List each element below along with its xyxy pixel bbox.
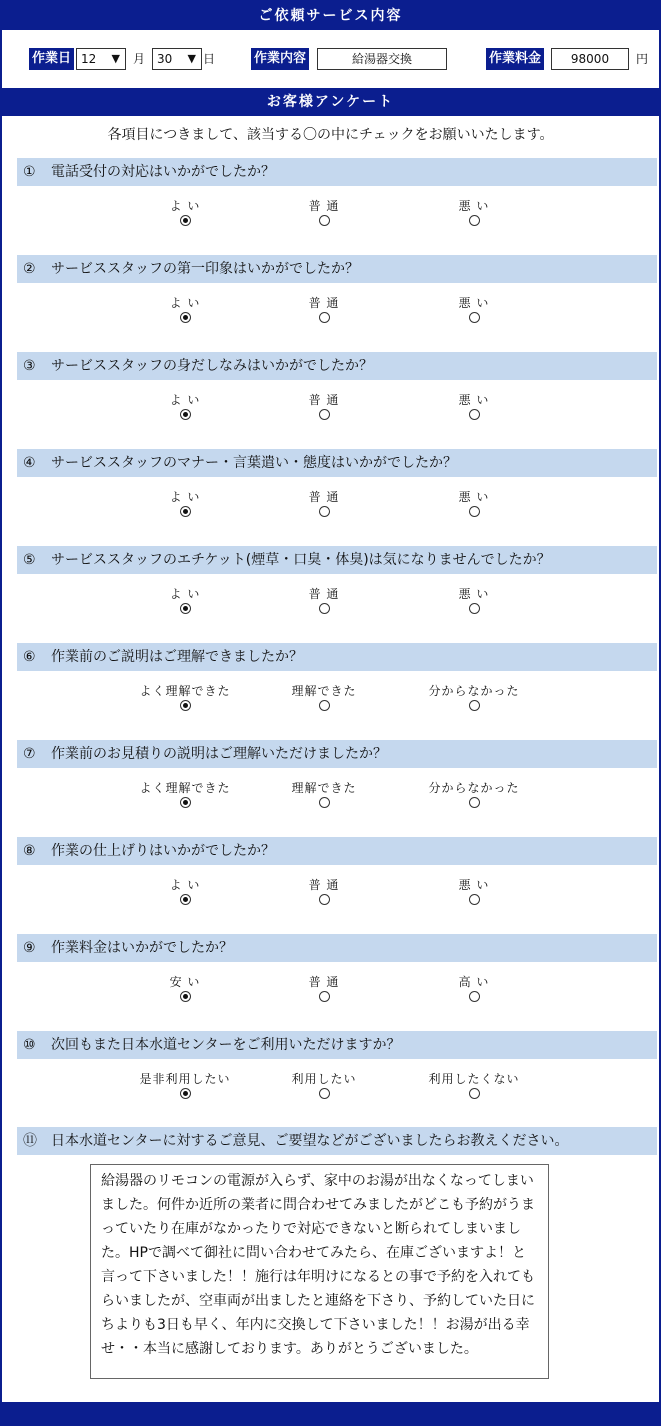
question-8 [17, 837, 657, 865]
option-label: よく理解できた [139, 684, 231, 698]
comment-box[interactable]: 給湯器のリモコンの電源が入らず、家中のお湯が出なくなってしまいました。何件か近所の業者に問合わせてみましたがどこも予約がうまっていたり在庫がなかったりで対応できないと断られてしまいました。HPで調べて御社に問い合わせてみたら、在庫ございますよ！と言って下さいました！！施行は年明けになるとの事で予約を入れてもらいましたが、空車両が出ましたと連絡を下さり、予約していた日にちよりも3日も早く、年内に交換して下さいました！！お湯が出る幸せ・・本当に感謝しております。ありがとうございました。 [90, 1164, 549, 1379]
month-unit: 月 [133, 52, 146, 66]
option-label: 悪 い [458, 296, 490, 310]
option-label: よ い [169, 199, 201, 213]
answer-option [125, 877, 245, 908]
question-4 [17, 449, 657, 477]
radio-button[interactable] [469, 506, 480, 517]
survey-intro: 各項目につきまして、該当する〇の中にチェックをお願いいたします。 [107, 127, 554, 143]
question-text: サービススタッフのエチケット(煙草・口臭・体臭)は気になりませんでしたか？ [51, 552, 551, 568]
month-select[interactable] [76, 48, 126, 70]
question-3 [17, 352, 657, 380]
question-11 [17, 1127, 657, 1155]
answer-option [264, 974, 384, 1005]
question-number: ⑦ [23, 746, 36, 762]
service-header: ご依頼サービス内容 [2, 2, 659, 30]
answer-option [125, 780, 245, 811]
question-number: ④ [23, 455, 36, 471]
option-label: 高 い [458, 975, 490, 989]
radio-button[interactable] [319, 215, 330, 226]
answer-option [125, 974, 245, 1005]
service-info-row [2, 30, 659, 88]
question-6 [17, 643, 657, 671]
option-label: 悪 い [458, 393, 490, 407]
answer-option [414, 1071, 534, 1102]
answer-option [264, 489, 384, 520]
answer-option [264, 1071, 384, 1102]
answer-option [264, 877, 384, 908]
date-label: 作業日 [29, 48, 74, 70]
month-value: 12 [81, 52, 97, 66]
option-label: 理解できた [291, 684, 357, 698]
radio-button[interactable] [469, 312, 480, 323]
answer-option [264, 198, 384, 229]
day-unit: 日 [203, 52, 216, 66]
answer-option [264, 683, 384, 714]
fee-unit: 円 [636, 52, 649, 66]
radio-button[interactable] [180, 894, 191, 905]
option-label: よ い [169, 878, 201, 892]
question-text: サービススタッフの身だしなみはいかがでしたか？ [51, 358, 373, 374]
option-label: よ い [169, 393, 201, 407]
option-label: よく理解できた [139, 781, 231, 795]
work-fee-field[interactable]: 98000 [551, 48, 629, 70]
option-label: よ い [169, 587, 201, 601]
option-label: 普 通 [308, 393, 340, 407]
work-content-label: 作業内容 [251, 48, 309, 70]
option-label: 悪 い [458, 878, 490, 892]
question-number: ⑥ [23, 649, 36, 665]
answer-option [414, 683, 534, 714]
radio-button[interactable] [180, 1088, 191, 1099]
answer-option [414, 198, 534, 229]
question-text: サービススタッフの第一印象はいかがでしたか？ [51, 261, 359, 277]
question-1 [17, 158, 657, 186]
question-number: ③ [23, 358, 36, 374]
question-number: ② [23, 261, 36, 277]
answer-option [125, 295, 245, 326]
radio-button[interactable] [469, 700, 480, 711]
radio-button[interactable] [469, 991, 480, 1002]
dropdown-arrow-icon: ▼ [111, 52, 120, 65]
question-number: ⑨ [23, 940, 36, 956]
question-text: 作業前のご説明はご理解できましたか？ [51, 649, 303, 665]
survey-header: お客様アンケート [2, 88, 659, 116]
answer-option [264, 392, 384, 423]
question-number: ① [23, 164, 36, 180]
option-label: 普 通 [308, 199, 340, 213]
radio-button[interactable] [319, 603, 330, 614]
answer-option [414, 392, 534, 423]
answer-option [125, 392, 245, 423]
radio-button[interactable] [319, 312, 330, 323]
option-label: よ い [169, 490, 201, 504]
option-label: 普 通 [308, 296, 340, 310]
radio-button[interactable] [469, 215, 480, 226]
question-text: サービススタッフのマナー・言葉遣い・態度はいかがでしたか？ [51, 455, 457, 471]
option-label: 普 通 [308, 878, 340, 892]
answer-option [414, 974, 534, 1005]
question-text: 作業前のお見積りの説明はご理解いただけましたか？ [51, 746, 387, 762]
work-fee-label: 作業料金 [486, 48, 544, 70]
answer-option [414, 586, 534, 617]
radio-button[interactable] [180, 603, 191, 614]
radio-button[interactable] [319, 991, 330, 1002]
question-text: 次回もまた日本水道センターをご利用いただけますか？ [51, 1037, 401, 1053]
option-label: 利用したい [291, 1072, 357, 1086]
radio-button[interactable] [180, 506, 191, 517]
answer-option [264, 295, 384, 326]
radio-button[interactable] [469, 603, 480, 614]
answer-option [125, 586, 245, 617]
radio-button[interactable] [180, 991, 191, 1002]
question-number: ⑪ [23, 1133, 37, 1149]
answer-option [414, 780, 534, 811]
answer-option [414, 295, 534, 326]
answer-option [125, 489, 245, 520]
question-text: 作業の仕上げりはいかがでしたか？ [51, 843, 275, 859]
radio-button[interactable] [469, 409, 480, 420]
answer-option [264, 780, 384, 811]
option-label: よ い [169, 296, 201, 310]
question-2 [17, 255, 657, 283]
radio-button[interactable] [319, 506, 330, 517]
option-label: 普 通 [308, 587, 340, 601]
radio-button[interactable] [180, 215, 191, 226]
option-label: 普 通 [308, 490, 340, 504]
radio-button[interactable] [469, 1088, 480, 1099]
option-label: 理解できた [291, 781, 357, 795]
option-label: 安 い [169, 975, 201, 989]
radio-button[interactable] [180, 409, 191, 420]
question-5 [17, 546, 657, 574]
question-text: 日本水道センターに対するご意見、ご要望などがございましたらお教えください。 [51, 1133, 569, 1149]
work-content-field[interactable]: 給湯器交換 [317, 48, 447, 70]
answer-option [414, 489, 534, 520]
radio-button[interactable] [469, 797, 480, 808]
option-label: 悪 い [458, 199, 490, 213]
option-label: 分からなかった [428, 781, 520, 795]
question-10 [17, 1031, 657, 1059]
radio-button[interactable] [180, 700, 191, 711]
question-text: 電話受付の対応はいかがでしたか？ [51, 164, 275, 180]
question-number: ⑩ [23, 1037, 36, 1053]
radio-button[interactable] [319, 894, 330, 905]
option-label: 是非利用したい [139, 1072, 231, 1086]
radio-button[interactable] [319, 700, 330, 711]
answer-option [125, 198, 245, 229]
radio-button[interactable] [180, 312, 191, 323]
answer-option [125, 1071, 245, 1102]
footer-bar [2, 1402, 659, 1426]
question-7 [17, 740, 657, 768]
radio-button[interactable] [319, 409, 330, 420]
option-label: 分からなかった [428, 684, 520, 698]
option-label: 利用したくない [428, 1072, 520, 1086]
question-9 [17, 934, 657, 962]
question-number: ⑤ [23, 552, 36, 568]
radio-button[interactable] [319, 797, 330, 808]
day-select[interactable] [152, 48, 202, 70]
radio-button[interactable] [180, 797, 191, 808]
answer-option [414, 877, 534, 908]
question-text: 作業料金はいかがでしたか？ [51, 940, 233, 956]
radio-button[interactable] [469, 894, 480, 905]
option-label: 悪 い [458, 587, 490, 601]
question-number: ⑧ [23, 843, 36, 859]
dropdown-arrow-icon: ▼ [187, 52, 196, 65]
answer-option [264, 586, 384, 617]
answer-option [125, 683, 245, 714]
radio-button[interactable] [319, 1088, 330, 1099]
day-value: 30 [157, 52, 173, 66]
option-label: 悪 い [458, 490, 490, 504]
option-label: 普 通 [308, 975, 340, 989]
